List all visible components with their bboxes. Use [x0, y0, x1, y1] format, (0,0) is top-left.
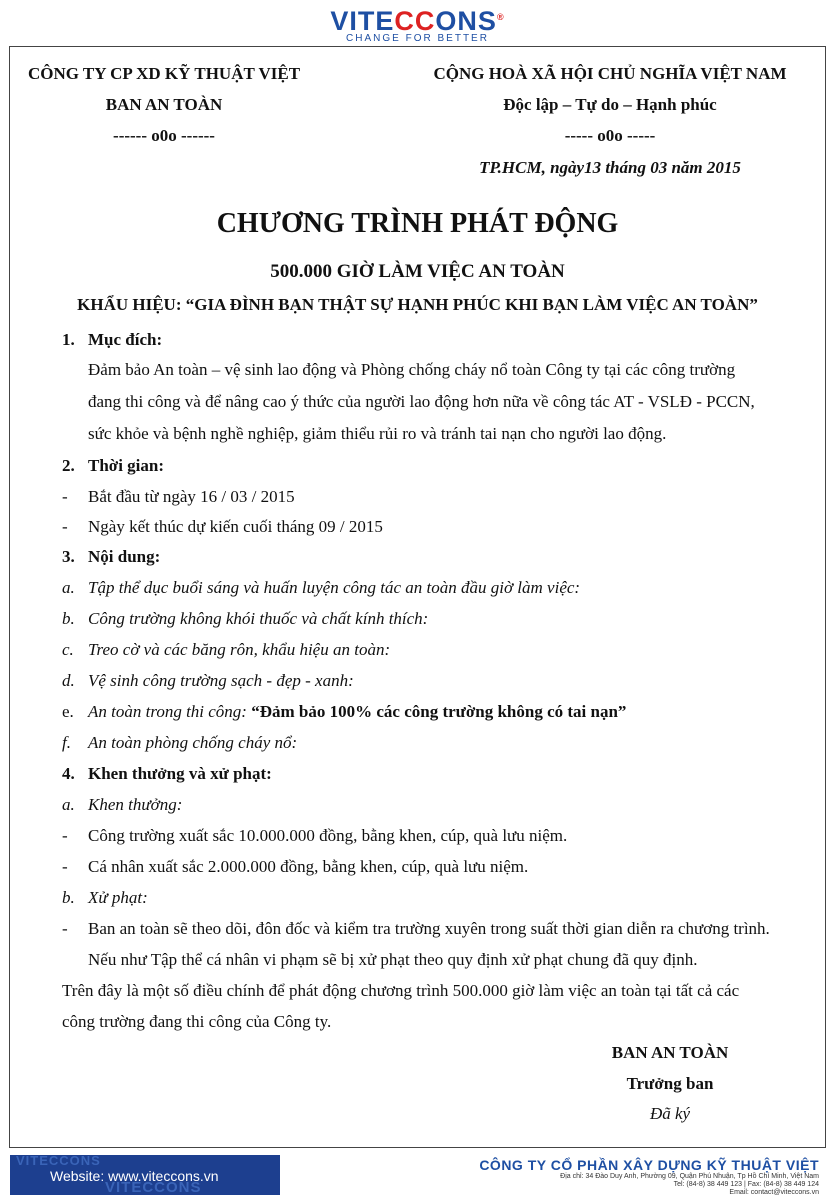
item-marker: a. [62, 578, 75, 597]
company-name: CÔNG TY CP XD KỸ THUẬT VIỆT [27, 64, 301, 83]
nation-title: CỘNG HOÀ XÃ HỘI CHỦ NGHĨA VIỆT NAM [433, 64, 787, 83]
website-link[interactable]: Website: www.viteccons.vn [50, 1168, 219, 1184]
page-footer [10, 1155, 825, 1195]
footer-address: Địa chỉ: 34 Đào Duy Anh, Phường 09, Quận Phú Nhuận, Tp Hồ Chí Minh, Việt Nam [560, 1173, 819, 1180]
closing-line-1: Trên đây là một số điều chính để phát động chương trình 500.000 giờ làm việc an toàn tại tất cả các [62, 981, 740, 1000]
content-item-d: Vệ sinh công trường sạch - đẹp - xanh: [88, 671, 354, 690]
content-item-a: Tập thể dục buổi sáng và huấn luyện công tác an toàn đầu giờ làm việc: [88, 578, 581, 597]
section-4-heading: Khen thưởng và xử phạt: [88, 764, 272, 783]
reward-individual: Cá nhân xuất sắc 2.000.000 đồng, bằng khen, cúp, quà lưu niệm. [88, 857, 529, 876]
reward-site: Công trường xuất sắc 10.000.000 đồng, bằng khen, cúp, quà lưu niệm. [88, 826, 568, 845]
item-marker: e. [62, 702, 74, 721]
content-item-b: Công trường không khói thuốc và chất kính thích: [88, 609, 429, 628]
footer-logo-ghost: VITECCONS [16, 1153, 101, 1168]
content-item-c: Treo cờ và các băng rôn, khẩu hiệu an toàn: [88, 640, 391, 659]
item-marker: b. [62, 609, 75, 628]
website-banner [10, 1155, 280, 1195]
item-marker: c. [62, 640, 74, 659]
footer-logo-ghost: VITECCONS [105, 1179, 202, 1196]
section-4-number: 4. [62, 764, 75, 783]
penalty-line-1: Ban an toàn sẽ theo dõi, đôn đốc và kiểm tra trường xuyên trong suất thời gian diễn ra chương trình. [88, 919, 770, 938]
end-date: Ngày kết thúc dự kiến cuối tháng 09 / 2015 [88, 517, 383, 536]
reward-heading: Khen thưởng: [88, 795, 183, 814]
footer-company-name: CÔNG TY CỔ PHẦN XÂY DỰNG KỸ THUẬT VIỆT [479, 1157, 819, 1173]
item-marker: b. [62, 888, 75, 907]
bullet-dash: - [62, 857, 68, 876]
section-2-number: 2. [62, 456, 75, 475]
company-logo [0, 6, 835, 44]
item-marker: f. [62, 733, 71, 752]
document-subtitle: 500.000 GIỜ LÀM VIỆC AN TOÀN [270, 261, 565, 282]
right-separator: ----- o0o ----- [564, 126, 656, 145]
document-date: TP.HCM, ngày13 tháng 03 năm 2015 [479, 158, 741, 177]
bullet-dash: - [62, 487, 68, 506]
footer-phone: Tel: (84-8) 38 449 123 | Fax: (84-8) 38 449 124 [673, 1181, 819, 1188]
section-1-number: 1. [62, 330, 75, 349]
signature-status: Đã ký [649, 1104, 691, 1123]
section-2-heading: Thời gian: [88, 456, 165, 475]
slogan: KHẨU HIỆU: “GIA ĐÌNH BẠN THẬT SỰ HẠNH PHÚC KHI BẠN LÀM VIỆC AN TOÀN” [77, 295, 758, 314]
footer-company-info [479, 1157, 819, 1197]
bullet-dash: - [62, 517, 68, 536]
item-marker: a. [62, 795, 75, 814]
section-3-number: 3. [62, 547, 75, 566]
signature-org: BAN AN TOÀN [611, 1043, 729, 1062]
bullet-dash: - [62, 919, 68, 938]
penalty-heading: Xử phạt: [88, 888, 148, 907]
department-name: BAN AN TOÀN [105, 95, 223, 114]
content-item-e: An toàn trong thi công: “Đảm bảo 100% các công trường không có tai nạn” [88, 702, 627, 721]
section-1-line-1: Đảm bảo An toàn – vệ sinh lao động và Phòng chống cháy nổ toàn Công ty tại các công trường [88, 360, 736, 379]
section-1-heading: Mục đích: [88, 330, 163, 349]
signature-role: Trưởng ban [626, 1074, 714, 1093]
section-3-heading: Nội dung: [88, 547, 161, 566]
bullet-dash: - [62, 826, 68, 845]
national-motto: Độc lập – Tự do – Hạnh phúc [503, 95, 717, 114]
logo-tagline: CHANGE FOR BETTER [346, 33, 489, 44]
left-separator: ------ o0o ------ [113, 126, 215, 145]
section-1-line-2: đang thi công và để nâng cao ý thức của người lao động hơn nữa về công tác AT - VSLĐ - PCCN, [88, 392, 755, 411]
penalty-line-2: Nếu như Tập thể cá nhân vi phạm sẽ bị xử phạt theo quy định xử phạt chung đã quy định. [88, 950, 698, 969]
logo-wordmark: VITECCONS® [330, 6, 505, 36]
section-1-line-3: sức khỏe và bệnh nghề nghiệp, giảm thiểu rủi ro và tránh tai nạn cho người lao động. [88, 424, 667, 443]
content-item-f: An toàn phòng chống cháy nổ: [88, 733, 298, 752]
footer-email: Email: contact@viteccons.vn [729, 1189, 819, 1196]
document-title: CHƯƠNG TRÌNH PHÁT ĐỘNG [216, 208, 619, 239]
item-marker: d. [62, 671, 75, 690]
closing-line-2: công trường đang thi công của Công ty. [62, 1012, 332, 1031]
start-date: Bắt đầu từ ngày 16 / 03 / 2015 [88, 487, 295, 506]
